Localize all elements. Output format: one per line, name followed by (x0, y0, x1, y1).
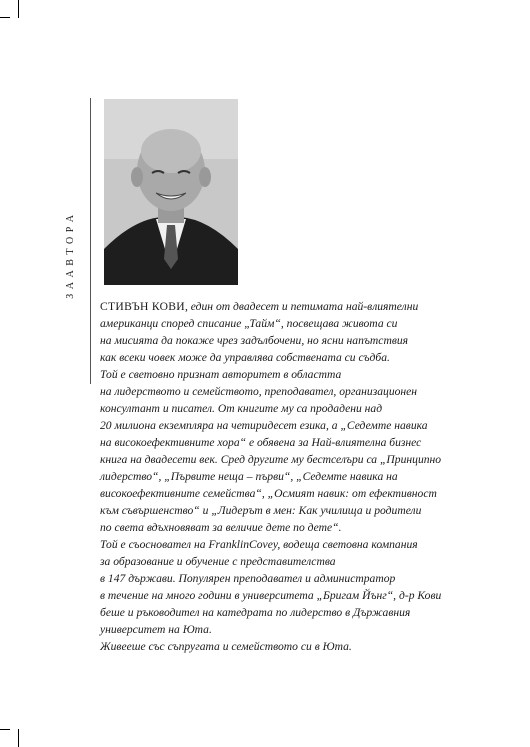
section-label (59, 214, 89, 374)
bio-line: високоефективните семейства“, „Осмият навик: от ефективност (100, 487, 437, 500)
bio-line: американци според списание „Тайм“, посвещава живота си (100, 317, 398, 330)
author-bio (100, 298, 502, 655)
bio-line: в течение на много години в университета „Бригам Йънг“, д-р Кови (100, 589, 442, 602)
bio-line: СТИВЪН КОВИ, един от двадесет и петимата най-влиятелни (100, 300, 419, 313)
bio-line: как всеки човек може да управлява собствената си съдба. (100, 351, 390, 364)
author-photo (104, 99, 238, 285)
bio-line: Живееше със съпругата и семейството си в Юта. (100, 640, 352, 653)
author-name: СТИВЪН КОВИ (100, 300, 185, 313)
crop-mark-bottom-left (18, 729, 19, 747)
bio-line: за образование и обучение с представителства (100, 555, 336, 568)
bio-line: към съвършенство“ и „Лидерът в мен: Как училища и родители (100, 504, 422, 517)
bio-line: консултант и писател. От книгите му са продадени над (100, 402, 383, 415)
bio-line: лидерство“, „Първите неща – първи“, „Седемте навика на (100, 470, 398, 483)
bio-line: университет на Юта. (100, 623, 212, 636)
bio-line: 20 милиона екземпляра на четиридесет езика, а „Седемте навика (100, 419, 428, 432)
bio-line: на високоефективните хора“ е обявена за Най-влиятелна бизнес (100, 436, 422, 449)
bio-line: Той е световно признат авторитет в областта (100, 368, 342, 381)
crop-mark-top-left (18, 0, 19, 18)
bio-line: по света вдъхновяват за величие дете по дете“. (100, 521, 342, 534)
bio-line: Той е съосновател на FranklinCovey, водеща световна компания (100, 538, 418, 551)
vertical-rule (90, 98, 91, 384)
bio-line: беше и ръководител на катедрата по лидерство в Държавния (100, 606, 411, 619)
bio-line: книга на двадесети век. Сред другите му бестселъри са „Принципно (100, 453, 442, 466)
bio-line: на лидерството и семейството, преподавател, организационен (100, 385, 418, 398)
crop-mark-bottom-left-h (0, 729, 10, 730)
bio-line: в 147 държави. Популярен преподавател и администратор (100, 572, 396, 585)
bio-line: на мисията да покаже чрез задълбочени, но ясни напътствия (100, 334, 409, 347)
section-label-text: З А А В Т О Р А (65, 214, 76, 299)
crop-mark-top-left-h (0, 17, 10, 18)
